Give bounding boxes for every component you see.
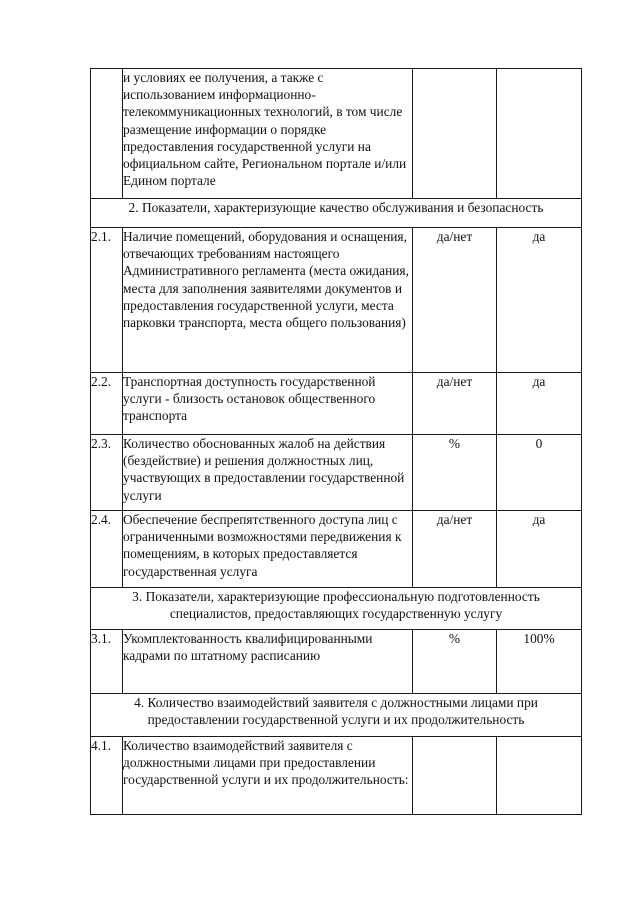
row-number: 2.3. — [91, 435, 123, 511]
row-description: Количество взаимодействий заявителя с должностными лицами при предоставлении государственной услуги и их продолжительность: — [123, 737, 413, 815]
table-row — [91, 435, 582, 511]
row-value: да — [497, 373, 582, 435]
row-number: 2.4. — [91, 511, 123, 588]
table-row — [91, 228, 582, 373]
table-row — [91, 630, 582, 694]
row-value — [497, 69, 582, 199]
row-number: 3.1. — [91, 630, 123, 694]
row-value: 0 — [497, 435, 582, 511]
row-unit: % — [413, 435, 497, 511]
row-unit: % — [413, 630, 497, 694]
row-value: да — [497, 228, 582, 373]
section-header-row — [91, 588, 582, 630]
table-row — [91, 373, 582, 435]
section-header-row — [91, 694, 582, 737]
row-description: Обеспечение беспрепятственного доступа лиц с ограниченными возможностями передвижения к помещениям, в которых предоставляется государственная услуга — [123, 511, 413, 588]
row-value — [497, 737, 582, 815]
row-unit — [413, 737, 497, 815]
row-value: да — [497, 511, 582, 588]
row-number — [91, 69, 123, 199]
row-number: 4.1. — [91, 737, 123, 815]
section-header-row — [91, 199, 582, 228]
row-unit — [413, 69, 497, 199]
row-description: Наличие помещений, оборудования и оснащения, отвечающих требованиям настоящего Административного регламента (места ожидания, места для заполнения заявителями документов и предоставления государственной услуги, места парковки транспорта, места общего пользования) — [123, 228, 413, 373]
row-number: 2.2. — [91, 373, 123, 435]
row-description: и условиях ее получения, а также с использованием информационно-телекоммуникационных технологий, в том числе размещение информации о порядке предоставления государственной услуги на официальном сайте, Региональном портале и/или Едином портале — [123, 69, 413, 199]
row-unit: да/нет — [413, 228, 497, 373]
section-4-title: 4. Количество взаимодействий заявителя с должностными лицами при предоставлении государственной услуги и их продолжительность — [91, 694, 582, 737]
row-unit: да/нет — [413, 373, 497, 435]
row-value: 100% — [497, 630, 582, 694]
row-description: Количество обоснованных жалоб на действия (бездействие) и решения должностных лиц, участвующих в предоставлении государственной услуги — [123, 435, 413, 511]
table-row — [91, 511, 582, 588]
row-description: Транспортная доступность государственной услуги - близость остановок общественного транспорта — [123, 373, 413, 435]
section-3-title: 3. Показатели, характеризующие профессиональную подготовленность специалистов, предоставляющих государственную услугу — [91, 588, 582, 630]
indicators-table — [90, 68, 582, 815]
table-row — [91, 69, 582, 199]
section-2-title: 2. Показатели, характеризующие качество обслуживания и безопасность — [91, 199, 582, 228]
table-row — [91, 737, 582, 815]
row-unit: да/нет — [413, 511, 497, 588]
row-description: Укомплектованность квалифицированными кадрами по штатному расписанию — [123, 630, 413, 694]
row-number: 2.1. — [91, 228, 123, 373]
